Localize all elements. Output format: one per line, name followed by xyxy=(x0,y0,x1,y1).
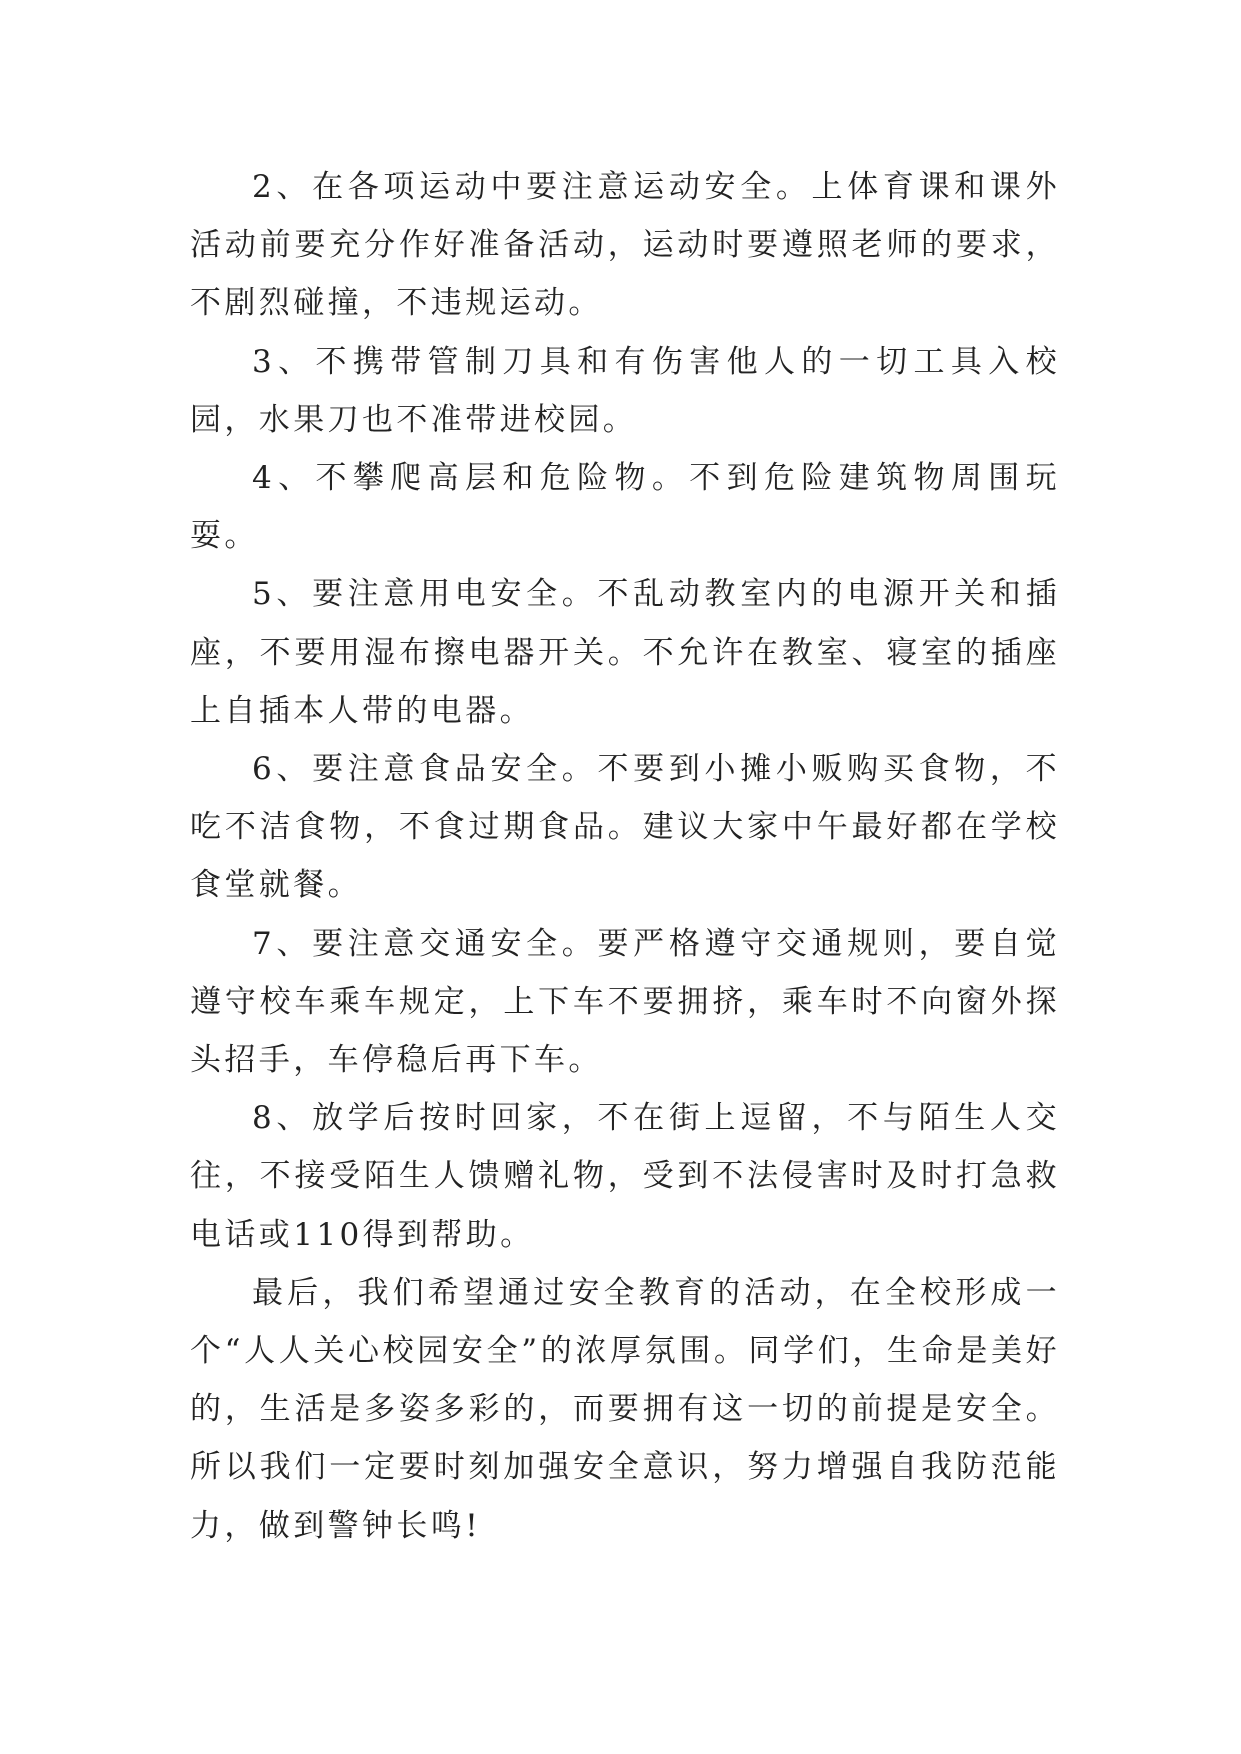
paragraph-item-6: 6、要注意食品安全。不要到小摊小贩购买食物，不吃不洁食物，不食过期食品。建议大家中午最好都在学校食堂就餐。 xyxy=(190,751,1060,904)
document-body xyxy=(190,158,1060,1555)
paragraph-item-5: 5、要注意用电安全。不乱动教室内的电源开关和插座，不要用湿布擦电器开关。不允许在教室、寝室的插座上自插本人带的电器。 xyxy=(190,576,1060,729)
paragraph-item-8: 8、放学后按时回家，不在街上逗留，不与陌生人交往，不接受陌生人馈赠礼物，受到不法侵害时及时打急救电话或110得到帮助。 xyxy=(190,1100,1060,1253)
paragraph-item-2: 2、在各项运动中要注意运动安全。上体育课和课外活动前要充分作好准备活动，运动时要遵照老师的要求，不剧烈碰撞，不违规运动。 xyxy=(190,169,1060,322)
paragraph-item-3: 3、不携带管制刀具和有伤害他人的一切工具入校园，水果刀也不准带进校园。 xyxy=(190,343,1060,438)
paragraph-item-4: 4、不攀爬高层和危险物。不到危险建筑物周围玩耍。 xyxy=(190,460,1060,555)
paragraph-conclusion: 最后，我们希望通过安全教育的活动，在全校形成一个“人人关心校园安全”的浓厚氛围。同学们，生命是美好的，生活是多姿多彩的，而要拥有这一切的前提是安全。所以我们一定要时刻加强安全意识，努力增强自我防范能力，做到警钟长鸣! xyxy=(190,1274,1060,1544)
paragraph-item-7: 7、要注意交通安全。要严格遵守交通规则，要自觉遵守校车乘车规定，上下车不要拥挤，乘车时不向窗外探头招手，车停稳后再下车。 xyxy=(190,925,1060,1079)
